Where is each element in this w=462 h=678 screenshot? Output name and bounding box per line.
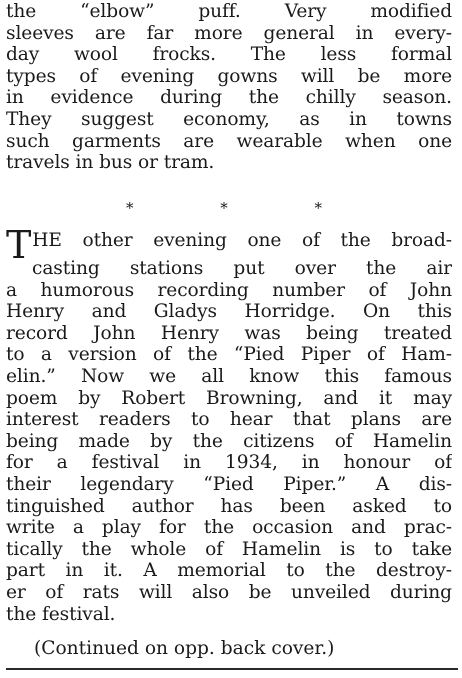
- text-line-first: [6, 230, 452, 258]
- text-line: types of evening gowns will be more: [6, 65, 452, 87]
- text-line: casting stations put over the air: [32, 258, 452, 279]
- text-line: elin.” Now we all know this famous: [6, 365, 452, 387]
- text-line: in evidence during the chilly season.: [6, 87, 452, 109]
- text-line: They suggest economy, as in towns: [6, 108, 452, 130]
- first-line-rest: other evening one of the broad-: [61, 230, 452, 251]
- text-line: interest readers to hear that plans are: [6, 409, 452, 431]
- text-line: er of rats will also be unveiled during: [6, 581, 452, 603]
- text-line: Henry and Gladys Horridge. On this: [6, 301, 452, 323]
- text-line: tically the whole of Hamelin is to take: [6, 538, 452, 560]
- text-line: being made by the citizens of Hamelin: [6, 430, 452, 452]
- text-line: tinguished author has been asked to: [6, 495, 452, 517]
- paragraph-fashion: [6, 1, 452, 174]
- asterisk-separator: *: [314, 199, 322, 217]
- text-line: sleeves are far more general in every-: [6, 22, 452, 44]
- text-line: travels in bus or tram.: [6, 152, 215, 174]
- section-separator: [126, 200, 322, 216]
- asterisk-separator: *: [220, 199, 228, 217]
- text-line: record John Henry was being treated: [6, 322, 452, 344]
- text-line: to a version of the “Pied Piper of Ham-: [6, 344, 452, 366]
- first-word-rest: HE: [32, 230, 62, 251]
- text-line: write a play for the occasion and prac-: [6, 517, 452, 539]
- text-line: day wool frocks. The less formal: [6, 44, 452, 66]
- article-page: [6, 0, 458, 678]
- text-line: a humorous recording number of John: [6, 279, 452, 301]
- text-line: the “elbow” puff. Very modified: [6, 1, 452, 22]
- text-line: part in it. A memorial to the destroy-: [6, 560, 452, 582]
- text-line: such garments are wearable when one: [6, 130, 452, 152]
- asterisk-separator: *: [126, 199, 134, 217]
- text-line: poem by Robert Browning, and it may: [6, 387, 452, 409]
- continued-notice: (Continued on opp. back cover.): [34, 638, 335, 659]
- text-line: for a festival in 1934, in honour of: [6, 452, 452, 474]
- text-line: the festival.: [6, 603, 116, 625]
- paragraph-hamelin: [6, 230, 452, 625]
- column-rule: [6, 668, 458, 670]
- text-line: their legendary “Pied Piper.” A dis-: [6, 473, 452, 495]
- drop-cap: T: [6, 230, 32, 258]
